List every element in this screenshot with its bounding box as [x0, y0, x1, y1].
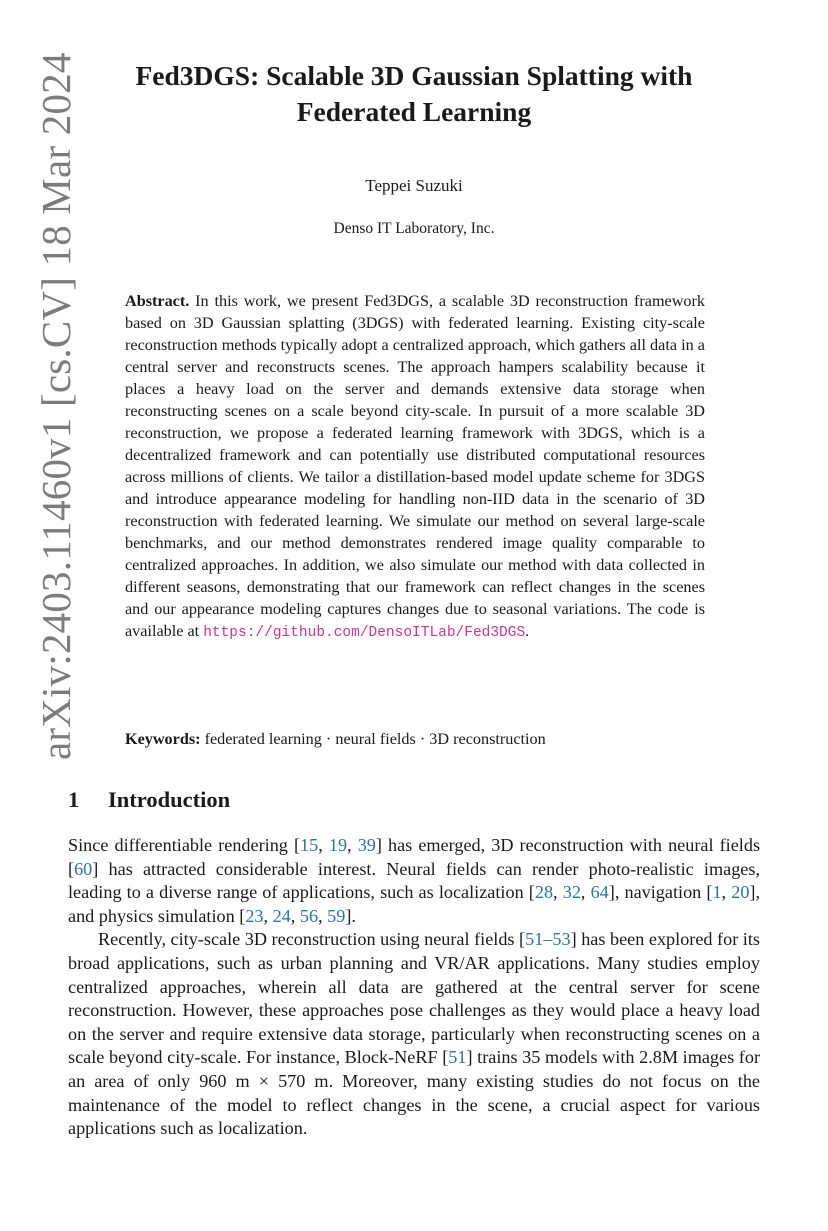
abstract: [125, 290, 705, 644]
code-url-link[interactable]: https://github.com/DensoITLab/Fed3DGS: [203, 625, 526, 641]
text-run: Recently, city-scale 3D reconstruction using neural fields [: [98, 929, 526, 950]
text-run: ,: [580, 882, 591, 903]
text-run: ,: [553, 882, 563, 903]
author-name: Teppei Suzuki: [365, 176, 463, 195]
text-run: ] trains 35 models with 2.8M images for an area of only 960 m × 570 m. Moreover, many existing studies do not focus on the maintenance of the model to reflect changes in the scene, a crucial aspect for various applications such as localization.: [68, 1047, 760, 1139]
paragraph: [68, 834, 760, 928]
text-run: ] has been explored for its broad applications, such as urban planning and VR/AR applications. Many studies employ centralized approaches, wherein all data are gathered at the central server for scene reconstruction. However, these approaches pose challenges as they would place a heavy load on the server and require extensive data storage, particularly when reconstructing scenes on a scale beyond city-scale. For instance, Block-NeRF [: [68, 929, 760, 1068]
text-run: ,: [263, 905, 273, 926]
citation-link[interactable]: 20: [731, 882, 750, 903]
paragraph: [68, 928, 760, 1140]
introduction-body: [68, 834, 760, 1141]
abstract-label: Abstract.: [125, 292, 190, 310]
citation-link[interactable]: 64: [590, 882, 609, 903]
keywords-label: Keywords:: [125, 730, 201, 748]
title-line-1: Fed3DGS: Scalable 3D Gaussian Splatting with: [135, 60, 693, 91]
arxiv-identifier: arXiv:2403.11460v1 [cs.CV] 18 Mar 2024: [33, 52, 79, 760]
section-number: 1: [68, 787, 80, 812]
citation-link[interactable]: 51–53: [525, 929, 571, 950]
citation-link[interactable]: 39: [357, 835, 376, 855]
author-affiliation: Denso IT Laboratory, Inc.: [333, 220, 495, 237]
citation-link[interactable]: 15: [300, 835, 319, 855]
keywords: [125, 728, 705, 750]
text-run: ,: [721, 882, 732, 903]
text-run: ,: [347, 835, 358, 855]
text-run: Since differentiable rendering [: [68, 835, 301, 855]
abstract-end: .: [525, 622, 530, 640]
text-run: ,: [290, 905, 300, 926]
section-heading: [68, 785, 758, 815]
text-run: ] has attracted considerable interest. Neural fields can render photo-realistic images, leading to a diverse range of applications, such as localization [: [68, 858, 760, 903]
citation-link[interactable]: 28: [534, 882, 554, 903]
abstract-text: In this work, we present Fed3DGS, a scalable 3D reconstruction framework based on 3D Gaussian splatting (3DGS) with federated learning. Existing city-scale reconstruction methods typically adopt a centralized approach, which gathers all data in a central server and reconstructs scenes. The approach hampers scalability because it places a heavy load on the server and demands extensive data storage when reconstructing scenes on a scale beyond city-scale. In pursuit of a more scalable 3D reconstruction, we propose a federated learning framework with 3DGS, which is a decentralized framework and can potentially use distributed computational resources across millions of clients. We tailor a distillation-based model update scheme for 3DGS and introduce appearance modeling for handling non-IID data in the scenario of 3D reconstruction with federated learning. We simulate our method on several large-scale benchmarks, and our method demonstrates rendered image quality comparable to centralized approaches. In addition, we also simulate our method with data collected in different seasons, demonstrating that our framework can reflect changes in the scenes and our appearance modeling captures changes due to seasonal variations. The code is available at: [125, 292, 705, 640]
citation-link[interactable]: 51: [448, 1047, 467, 1068]
title-line-2: Federated Learning: [296, 96, 532, 127]
paper-title: [80, 58, 748, 130]
text-run: ], and physics simulation [: [68, 882, 761, 926]
citation-link[interactable]: 19: [328, 835, 348, 855]
text-run: ,: [318, 835, 329, 855]
citation-link[interactable]: 60: [74, 858, 93, 879]
text-run: ] has emerged, 3D reconstruction with neural fields [: [68, 835, 761, 879]
text-run: ].: [345, 905, 356, 926]
section-title: Introduction: [108, 787, 231, 812]
citation-link[interactable]: 1: [712, 882, 722, 903]
citation-link[interactable]: 59: [327, 905, 346, 926]
citation-link[interactable]: 23: [245, 905, 264, 926]
citation-link[interactable]: 56: [299, 905, 319, 926]
citation-link[interactable]: 24: [272, 905, 291, 926]
citation-link[interactable]: 32: [562, 882, 581, 903]
keywords-text: federated learning · neural fields · 3D reconstruction: [204, 730, 546, 748]
text-run: ,: [318, 905, 328, 926]
text-run: ], navigation [: [608, 882, 713, 903]
